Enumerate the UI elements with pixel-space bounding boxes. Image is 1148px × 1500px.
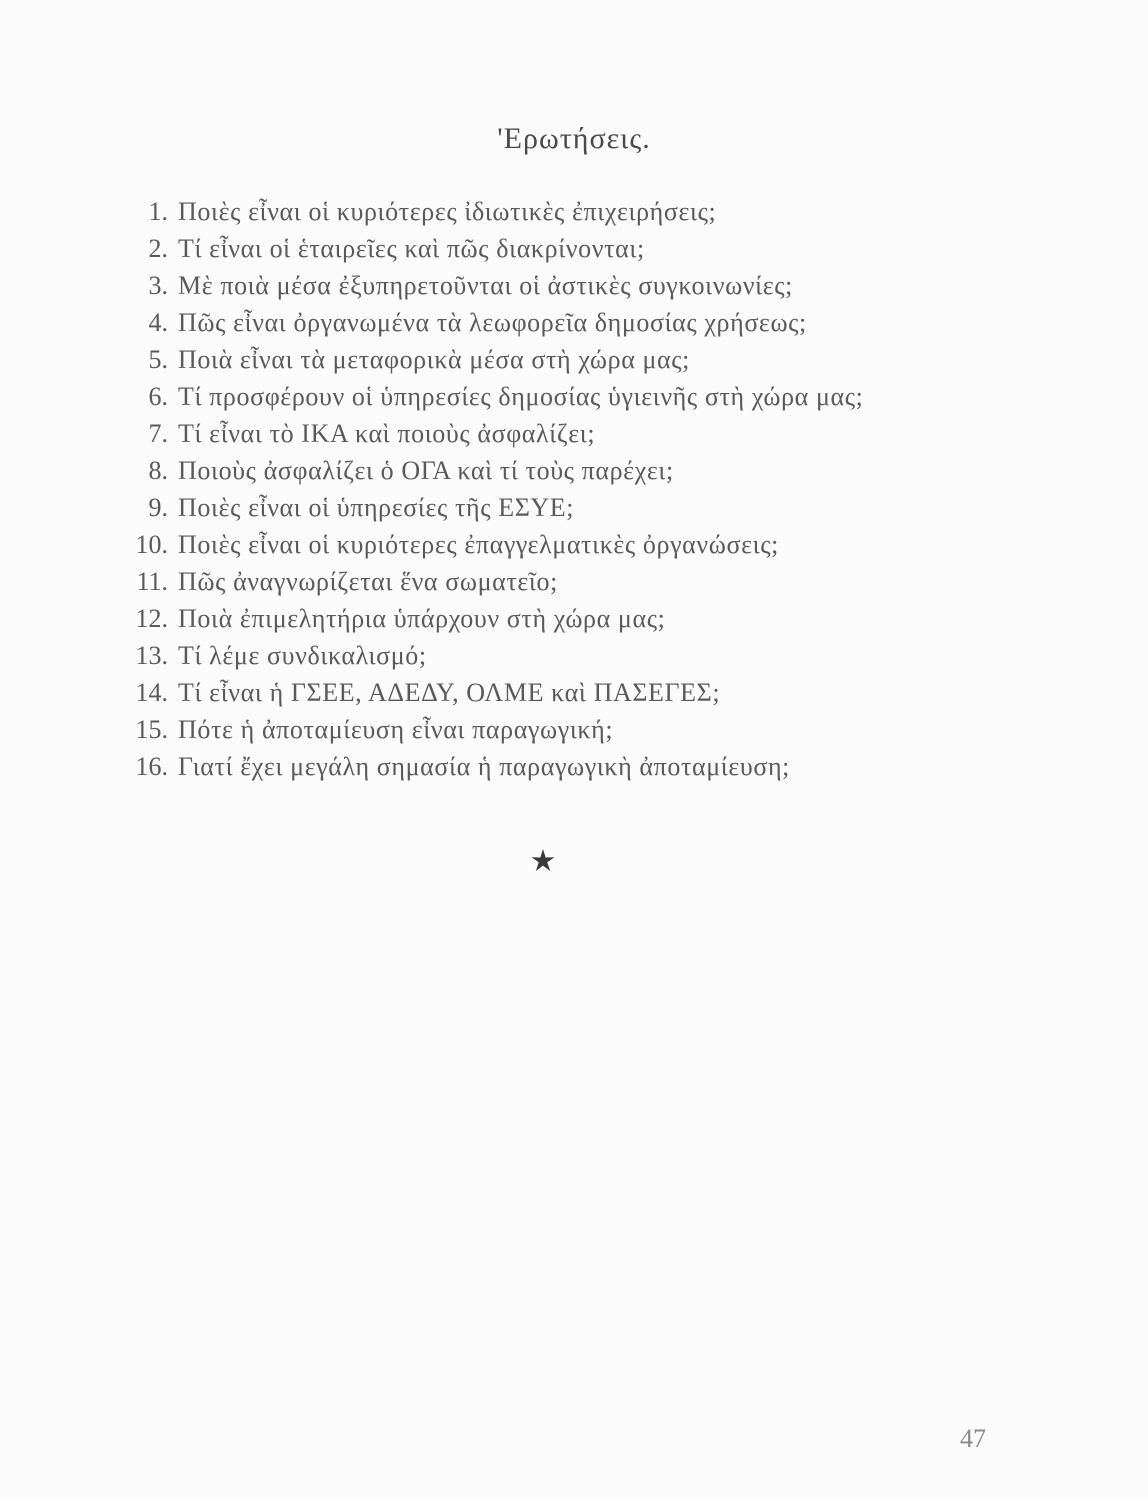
question-number: 2. xyxy=(148,234,168,263)
question-item xyxy=(130,674,864,711)
page-number: 47 xyxy=(960,1424,986,1453)
question-text: Τί εἶναι ἡ ΓΣΕΕ, ΑΔΕΔΥ, ΟΛΜΕ καὶ ΠΑΣΕΓΕΣ; xyxy=(178,678,721,707)
question-number: 13. xyxy=(135,641,168,670)
question-text: Πῶς ἀναγνωρίζεται ἕνα σωματεῖο; xyxy=(178,567,558,596)
question-item xyxy=(130,489,864,526)
question-text: Πότε ἡ ἀποταμίευση εἶναι παραγωγική; xyxy=(178,715,614,744)
question-item xyxy=(130,304,864,341)
question-text: Ποιοὺς ἀσφαλίζει ὁ ΟΓΑ καὶ τί τοὺς παρέχει; xyxy=(178,456,674,485)
question-text: Γιατί ἔχει μεγάλη σημασία ἡ παραγωγικὴ ἀποταμίευση; xyxy=(178,752,791,781)
question-text: Ποιὲς εἶναι οἱ κυριότερες ἰδιωτικὲς ἐπιχειρήσεις; xyxy=(178,197,717,226)
question-text: Ποιὲς εἶναι οἱ ὑπηρεσίες τῆς ΕΣΥΕ; xyxy=(178,493,575,522)
question-text: Ποιὲς εἶναι οἱ κυριότερες ἐπαγγελματικὲς ὀργανώσεις; xyxy=(178,530,779,559)
question-text: Τί προσφέρουν οἱ ὑπηρεσίες δημοσίας ὑγιεινῆς στὴ χώρα μας; xyxy=(178,382,864,411)
question-text: Ποιὰ ἐπιμελητήρια ὑπάρχουν στὴ χώρα μας; xyxy=(178,604,666,633)
question-number: 16. xyxy=(135,752,168,781)
question-number: 5. xyxy=(148,345,168,374)
questions-list xyxy=(130,193,864,785)
question-number: 10. xyxy=(135,530,168,559)
question-number: 9. xyxy=(148,493,168,522)
question-number: 1. xyxy=(148,197,168,226)
page-title: 'Ερωτήσεις. xyxy=(497,122,651,155)
question-item xyxy=(130,563,864,600)
star-icon xyxy=(530,848,556,874)
question-text: Τί εἶναι οἱ ἑταιρεῖες καὶ πῶς διακρίνονται; xyxy=(178,234,645,263)
question-item xyxy=(130,378,864,415)
question-text: Πῶς εἶναι ὀργανωμένα τὰ λεωφορεῖα δημοσίας χρήσεως; xyxy=(178,308,807,337)
question-item xyxy=(130,267,864,304)
question-item xyxy=(130,230,864,267)
question-number: 14. xyxy=(135,678,168,707)
question-item xyxy=(130,637,864,674)
question-number: 8. xyxy=(148,456,168,485)
question-item xyxy=(130,711,864,748)
question-text: Μὲ ποιὰ μέσα ἐξυπηρετοῦνται οἱ ἀστικὲς συγκοινωνίες; xyxy=(178,271,793,300)
question-number: 4. xyxy=(148,308,168,337)
question-number: 7. xyxy=(148,419,168,448)
question-item xyxy=(130,748,864,785)
question-item xyxy=(130,341,864,378)
question-item xyxy=(130,415,864,452)
question-number: 6. xyxy=(148,382,168,411)
question-item xyxy=(130,600,864,637)
question-number: 11. xyxy=(136,567,168,596)
question-text: Τί λέμε συνδικαλισμό; xyxy=(178,641,427,670)
question-number: 12. xyxy=(135,604,168,633)
question-text: Ποιὰ εἶναι τὰ μεταφορικὰ μέσα στὴ χώρα μας; xyxy=(178,345,690,374)
question-number: 15. xyxy=(135,715,168,744)
question-number: 3. xyxy=(148,271,168,300)
question-text: Τί εἶναι τὸ ΙΚΑ καὶ ποιοὺς ἀσφαλίζει; xyxy=(178,419,596,448)
question-item xyxy=(130,452,864,489)
question-item xyxy=(130,526,864,563)
question-item xyxy=(130,193,864,230)
